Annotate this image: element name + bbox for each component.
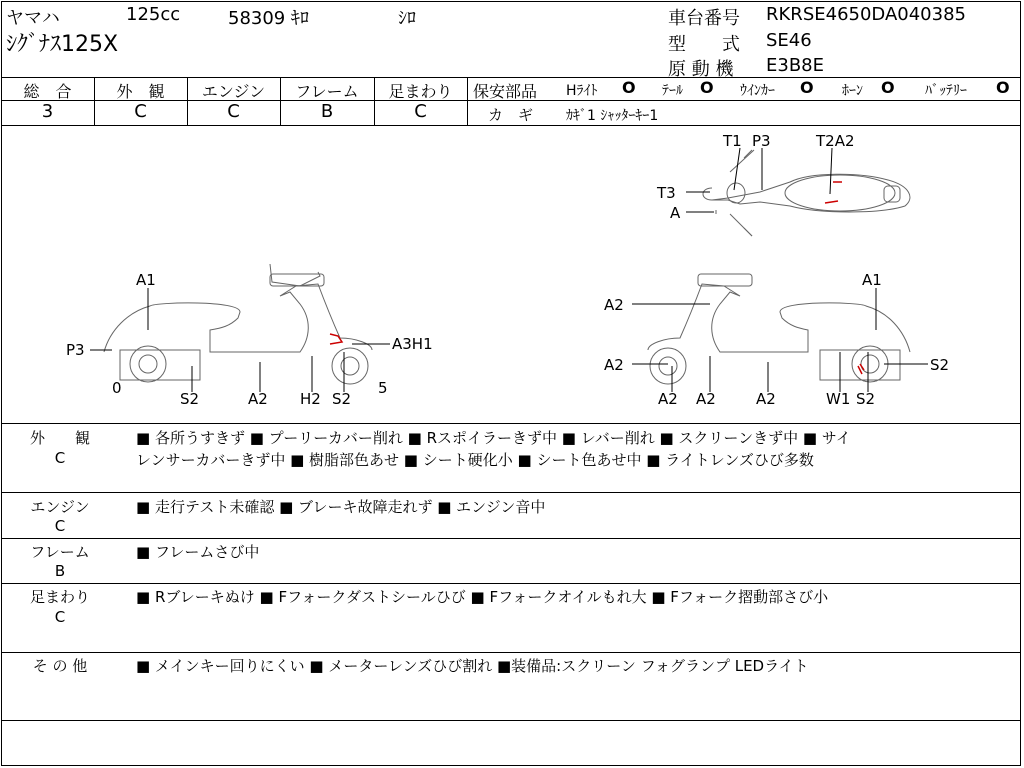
label-s2-right-b: S2: [856, 390, 876, 408]
grade-frame-value: B: [320, 101, 334, 122]
rule: [1, 538, 1021, 539]
maker: ヤマハ: [6, 8, 60, 29]
label-zero: 0: [112, 379, 122, 397]
remark-engine-line-1: ■ 走行テスト未確認 ■ ブレーキ故障走れず ■ エンジン音中: [136, 498, 546, 516]
frame-no: RKRSE4650DA040385: [766, 4, 966, 25]
rule: [467, 77, 468, 125]
color: ｼﾛ: [398, 8, 416, 29]
safety-horn-mark: O: [881, 78, 895, 97]
grade-exterior-label: 外 観: [116, 82, 165, 101]
rule: [467, 100, 1021, 101]
safety-label: 保安部品: [473, 82, 538, 101]
grade-total-label: 総 合: [23, 82, 72, 101]
type-value: SE46: [766, 30, 812, 51]
rule: [1, 77, 1021, 78]
rule: [1, 720, 1021, 721]
label-a2-right-a: A2: [604, 296, 624, 314]
rule: [1, 652, 1021, 653]
remark-engine-label: エンジン: [30, 498, 90, 516]
label-t2a2: T2A2: [816, 132, 855, 150]
model-name: ｼｸﾞﾅｽ125X: [6, 32, 119, 57]
remark-other-line-1: ■ メインキー回りにくい ■ メーターレンズひび割れ ■装備品:スクリーン フォグランプ LEDライト: [136, 657, 809, 675]
grade-suspension-value: C: [414, 101, 427, 122]
safety-headlight: Hﾗｲﾄ: [566, 83, 598, 99]
safety-taillight-mark: O: [700, 78, 714, 97]
type-label: 型 式: [668, 34, 740, 55]
label-s2-right-a: S2: [930, 356, 950, 374]
safety-battery-mark: O: [996, 78, 1010, 97]
safety-winker-mark: O: [800, 78, 814, 97]
grade-frame-label: フレーム: [295, 82, 359, 101]
grade-engine-value: C: [227, 101, 240, 122]
label-s2-left-a: S2: [180, 390, 200, 408]
remark-engine-grade: C: [54, 517, 66, 535]
engine-value: E3B8E: [766, 55, 824, 76]
label-t1: T1: [723, 132, 742, 150]
grade-exterior-value: C: [134, 101, 147, 122]
scooter-right-view: [648, 274, 910, 384]
rule: [1, 423, 1021, 424]
rule: [1, 583, 1021, 584]
safety-horn: ﾎｰﾝ: [842, 83, 863, 99]
displacement: 125cc: [126, 4, 181, 25]
label-a1-left: A1: [136, 271, 156, 289]
safety-winker: ｳｲﾝｶｰ: [740, 83, 775, 99]
label-a: A: [670, 204, 681, 222]
damage-diagram: [0, 126, 1024, 423]
label-five: 5: [378, 379, 388, 397]
callout-labels: [66, 132, 949, 408]
callout-lines: [90, 148, 928, 392]
remark-exterior-line-1: ■ 各所うすきず ■ プーリーカバー削れ ■ Rスポイラーきず中 ■ レバー削れ ■ スクリーンきず中 ■ サイ: [136, 429, 851, 447]
remark-frame-grade: B: [54, 562, 66, 580]
label-h2: H2: [300, 390, 321, 408]
remark-suspension-line-1: ■ Rブレーキぬけ ■ Fフォークダストシールひび ■ Fフォークオイルもれ大 ■ Fフォーク摺動部さび小: [136, 588, 829, 606]
grade-engine-label: エンジン: [201, 82, 266, 101]
engine-label: 原 動 機: [668, 59, 734, 80]
label-a1-right: A1: [862, 271, 882, 289]
frame-no-label: 車台番号: [668, 8, 740, 29]
label-a2-right-c: A2: [658, 390, 678, 408]
damage-mark: [825, 182, 842, 203]
remark-frame-label: フレーム: [30, 543, 90, 561]
label-t3: T3: [657, 184, 676, 202]
remark-exterior-grade: C: [54, 449, 66, 467]
key-label: カ ギ: [488, 106, 534, 124]
safety-battery: ﾊﾞｯﾃﾘｰ: [925, 83, 967, 99]
remark-suspension-label: 足まわり: [29, 588, 90, 606]
scooter-top-view: [703, 150, 910, 236]
remark-frame-line-1: ■ フレームさび中: [136, 543, 260, 561]
safety-taillight: ﾃｰﾙ: [662, 83, 683, 99]
mileage: 58309 ｷﾛ: [228, 8, 309, 29]
remark-other-label: そ の 他: [32, 657, 88, 675]
label-a2-right-b: A2: [604, 356, 624, 374]
label-a2-right-e: A2: [756, 390, 776, 408]
grade-suspension-label: 足まわり: [388, 82, 453, 101]
rule: [1, 492, 1021, 493]
remark-suspension-grade: C: [54, 608, 66, 626]
label-a2-left: A2: [248, 390, 268, 408]
label-p3: P3: [752, 132, 771, 150]
remark-exterior-line-2: レンサーカバーきず中 ■ 樹脂部色あせ ■ シート硬化小 ■ シート色あせ中 ■ ライトレンズひび多数: [136, 451, 814, 469]
label-w1: W1: [826, 390, 851, 408]
key-value: ｶｷﾞ1 ｼｬｯﾀｰｷｰ1: [566, 108, 659, 124]
label-a3h1: A3H1: [392, 335, 433, 353]
grade-total-value: 3: [41, 101, 54, 122]
label-s2-left-b: S2: [332, 390, 352, 408]
label-a2-right-d: A2: [696, 390, 716, 408]
remark-exterior-label: 外 観: [29, 429, 90, 447]
safety-headlight-mark: O: [622, 78, 636, 97]
label-p3-left: P3: [66, 341, 85, 359]
